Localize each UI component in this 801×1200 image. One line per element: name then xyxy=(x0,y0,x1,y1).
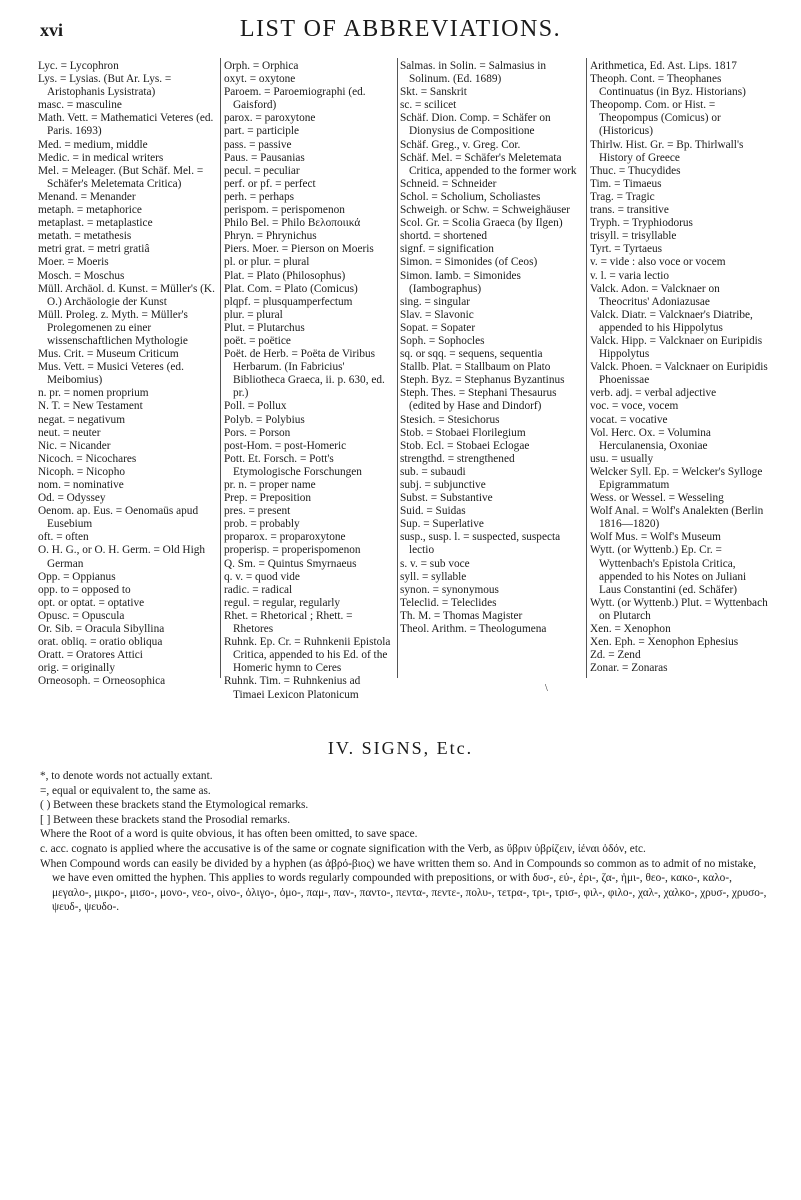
abbreviation-entry: sc. = scilicet xyxy=(400,99,457,112)
abbreviation-entry: Valck. Hipp. = Valcknaer on Euripidis Hippolytus xyxy=(590,334,763,361)
abbreviation-entry: Od. = Odyssey xyxy=(38,492,106,505)
abbreviation-entry: N. T. = New Testament xyxy=(38,400,143,413)
abbreviation-entry: Nic. = Nicander xyxy=(38,439,111,452)
abbreviation-entry: Schweigh. or Schw. = Schweighäuser xyxy=(400,204,571,217)
abbreviation-entry: pr. n. = proper name xyxy=(224,479,316,491)
abbreviation-entry: poët. = poëtice xyxy=(224,334,291,347)
abbreviation-entry: prob. = probably xyxy=(224,518,300,531)
abbreviation-entry: Moer. = Moeris xyxy=(38,256,109,269)
page-title: LIST OF ABBREVIATIONS. xyxy=(239,16,562,42)
abbreviation-entry: Schäf. Mel. = Schäfer's Meletemata Critica, appended to the former work xyxy=(400,151,577,177)
abbreviation-columns xyxy=(38,60,770,701)
abbreviation-entry: plqpf. = plusquamperfectum xyxy=(224,295,353,308)
abbreviation-entry: Stallb. Plat. = Stallbaum on Plato xyxy=(400,361,551,374)
abbreviation-entry: trans. = transitive xyxy=(590,204,669,217)
abbreviation-entry: metaph. = metaphorice xyxy=(38,204,142,217)
section-title: IV. SIGNS, Etc. xyxy=(327,738,474,758)
abbreviation-entry: oxyt. = oxytone xyxy=(224,73,296,86)
abbreviation-entry: properisp. = properispomenon xyxy=(224,544,361,557)
abbreviation-entry: parox. = paroxytone xyxy=(224,112,316,125)
abbreviation-entry: sing. = singular xyxy=(400,295,471,308)
abbrev-column-3 xyxy=(400,60,582,636)
abbreviation-entry: Teleclid. = Teleclides xyxy=(400,596,497,609)
abbreviation-entry: sub. = subaudi xyxy=(400,465,466,478)
abbreviation-entry: Opp. = Oppianus xyxy=(38,570,116,583)
abbreviation-entry: perispom. = perispomenon xyxy=(224,204,345,217)
abbreviation-entry: Plut. = Plutarchus xyxy=(224,321,305,334)
abbreviation-entry: Theopomp. Com. or Hist. = Theopompus (Comicus) or (Historicus) xyxy=(590,99,721,138)
abbreviation-entry: verb. adj. = verbal adjective xyxy=(590,387,717,400)
stray-mark: \ xyxy=(545,683,548,694)
abbreviation-entry: Pors. = Porson xyxy=(224,426,291,439)
abbrev-column-1 xyxy=(38,60,216,689)
abbreviation-entry: Wytt. (or Wyttenb.) Plut. = Wyttenbach on Plutarch xyxy=(590,596,768,622)
abbreviation-entry: pl. or plur. = plural xyxy=(224,256,310,269)
abbreviation-entry: negat. = negativum xyxy=(38,413,125,426)
column-divider xyxy=(220,58,221,678)
abbreviation-entry: Nicoph. = Nicopho xyxy=(38,465,126,478)
abbreviation-entry: syll. = syllable xyxy=(400,570,467,583)
abbreviation-entry: Schol. = Scholium, Scholiastes xyxy=(400,190,541,203)
abbreviation-entry: Mus. Crit. = Museum Criticum xyxy=(38,348,179,361)
abbreviation-entry: Menand. = Menander xyxy=(38,190,136,203)
abbreviation-entry: Zd. = Zend xyxy=(590,649,641,662)
abbreviation-entry: radic. = radical xyxy=(224,583,293,596)
abbreviation-entry: pecul. = peculiar xyxy=(224,164,300,177)
abbreviation-entry: Trag. = Tragic xyxy=(590,190,655,203)
abbreviation-entry: Sopat. = Sopater xyxy=(400,321,476,334)
abbreviation-entry: Valck. Diatr. = Valcknaer's Diatribe, appended to his Hippolytus xyxy=(590,308,753,334)
abbreviation-entry: susp., susp. l. = suspected, suspecta lectio xyxy=(400,531,561,557)
abbreviation-entry: signf. = signification xyxy=(400,243,494,256)
abbreviation-entry: regul. = regular, regularly xyxy=(224,596,341,609)
abbreviation-entry: Müll. Proleg. z. Myth. = Müller's Prolegomenen zu einer wissenschaftlichen Mythologie xyxy=(38,308,188,347)
abbreviation-entry: post-Hom. = post-Homeric xyxy=(224,439,347,452)
abbreviation-entry: Stesich. = Stesichorus xyxy=(400,413,500,426)
abbreviation-entry: synon. = synonymous xyxy=(400,583,499,596)
abbreviation-entry: Theoph. Cont. = Theophanes Continuatus (in Byz. Historians) xyxy=(590,73,746,99)
sign-line: Where the Root of a word is quite obvious, it has often been omitted, to save space. xyxy=(40,828,418,841)
abbreviation-entry: plur. = plural xyxy=(224,308,283,321)
abbreviation-entry: Or. Sib. = Oracula Sibyllina xyxy=(38,623,165,636)
abbreviation-entry: Med. = medium, middle xyxy=(38,138,148,151)
abbreviation-entry: Opusc. = Opuscula xyxy=(38,609,125,622)
abbreviation-entry: Prep. = Preposition xyxy=(224,492,312,505)
abbreviation-entry: metath. = metathesis xyxy=(38,230,132,243)
abbreviation-entry: Polyb. = Polybius xyxy=(224,413,305,426)
abbreviation-entry: Thirlw. Hist. Gr. = Bp. Thirlwall's History of Greece xyxy=(590,138,744,164)
abbrev-column-2 xyxy=(224,60,394,702)
abbreviation-entry: Lyc. = Lycophron xyxy=(38,60,119,72)
abbreviation-entry: Ruhnk. Ep. Cr. = Ruhnkenii Epistola Critica, appended to his Ed. of the Homeric hymn to Ceres xyxy=(224,636,391,675)
abbreviation-entry: Steph. Byz. = Stephanus Byzantinus xyxy=(400,374,565,387)
abbreviation-entry: orat. obliq. = oratio obliqua xyxy=(38,636,163,649)
page-number: xvi xyxy=(40,20,64,40)
abbreviation-entry: Oenom. ap. Eus. = Oenomaüs apud Eusebium xyxy=(38,505,199,531)
abbreviation-entry: voc. = voce, vocem xyxy=(590,400,679,413)
abbreviation-entry: perh. = perhaps xyxy=(224,190,295,203)
abbreviation-entry: masc. = masculine xyxy=(38,99,122,112)
abbreviation-entry: Oratt. = Oratores Attici xyxy=(38,649,143,662)
abbreviation-entry: n. pr. = nomen proprium xyxy=(38,387,149,400)
abbreviation-entry: Plat. = Plato (Philosophus) xyxy=(224,269,346,282)
abbreviation-entry: pres. = present xyxy=(224,505,291,518)
abbreviation-entry: sq. or sqq. = sequens, sequentia xyxy=(400,348,543,361)
abbreviation-entry: Theol. Arithm. = Theologumena xyxy=(400,623,547,636)
abbreviation-entry: Schneid. = Schneider xyxy=(400,177,497,190)
abbreviation-entry: Slav. = Slavonic xyxy=(400,308,474,321)
abbreviation-entry: Zonar. = Zonaras xyxy=(590,662,668,675)
abbreviation-entry: Mus. Vett. = Musici Veteres (ed. Meibomius) xyxy=(38,361,184,387)
sign-line: c. acc. cognato is applied where the accusative is of the same or cognate signification with the Verb, as ὕβριν ὑβρίζειν, ἰέναι ὁδόν, etc. xyxy=(40,842,646,855)
abbreviation-entry: Poll. = Pollux xyxy=(224,400,287,413)
abbreviation-entry: Ruhnk. Tim. = Ruhnkenius ad Timaei Lexicon Platonicum xyxy=(224,675,361,701)
abbreviation-entry: O. H. G., or O. H. Germ. = Old High German xyxy=(38,544,206,570)
abbreviation-entry: strengthd. = strengthened xyxy=(400,452,515,465)
abbreviation-entry: v. = vide : also voce or vocem xyxy=(590,256,726,269)
abbreviation-entry: Tyrt. = Tyrtaeus xyxy=(590,243,663,256)
abbreviation-entry: Simon. = Simonides (of Ceos) xyxy=(400,256,538,269)
sign-line: *, to denote words not actually extant. xyxy=(40,770,213,782)
abbreviation-entry: Math. Vett. = Mathematici Veteres (ed. Paris. 1693) xyxy=(38,112,214,138)
abbreviation-entry: Salmas. in Solin. = Salmasius in Solinum. (Ed. 1689) xyxy=(400,60,547,86)
abbreviation-entry: Piers. Moer. = Pierson on Moeris xyxy=(224,243,374,256)
abbreviation-entry: Q. Sm. = Quintus Smyrnaeus xyxy=(224,557,357,570)
abbreviation-entry: trisyll. = trisyllable xyxy=(590,230,677,243)
abbreviation-entry: Arithmetica, Ed. Ast. Lips. 1817 xyxy=(590,60,737,72)
abbreviation-entry: Medic. = in medical writers xyxy=(38,151,164,164)
abbreviation-entry: vocat. = vocative xyxy=(590,413,668,426)
abbreviation-entry: Rhet. = Rhetorical ; Rhett. = Rhetores xyxy=(224,609,353,636)
abbreviation-entry: shortd. = shortened xyxy=(400,230,488,243)
abbreviation-entry: Skt. = Sanskrit xyxy=(400,86,467,99)
abbreviation-entry: Müll. Archäol. d. Kunst. = Müller's (K. O.) Archäologie der Kunst xyxy=(38,282,215,308)
abbreviation-entry: Stob. Ecl. = Stobaei Eclogae xyxy=(400,439,530,452)
abbreviation-entry: Wytt. (or Wyttenb.) Ep. Cr. = Wyttenbach's Epistola Critica, appended to his Notes on Juliani Laus Constantini (ed. Schäfer) xyxy=(590,544,747,596)
abbreviation-entry: proparox. = proparoxytone xyxy=(224,531,346,544)
abbreviation-entry: Poët. de Herb. = Poëta de Viribus Herbarum. (In Fabricius' Bibliotheca Graeca, ii. p. 630, ed. pr.) xyxy=(224,348,385,400)
abbreviation-entry: Wolf Mus. = Wolf's Museum xyxy=(590,531,721,544)
sign-line: ( ) Between these brackets stand the Etymological remarks. xyxy=(40,799,309,812)
abbreviation-entry: s. v. = sub voce xyxy=(400,557,470,570)
abbreviation-entry: Th. M. = Thomas Magister xyxy=(400,609,523,622)
abbreviation-entry: pass. = passive xyxy=(224,138,292,151)
abbreviation-entry: Orph. = Orphica xyxy=(224,60,299,72)
abbreviation-entry: Vol. Herc. Ox. = Volumina Herculanensia, Oxoniae xyxy=(590,426,711,452)
column-divider xyxy=(397,58,398,678)
abbreviation-entry: Valck. Phoen. = Valcknaer on Euripidis Phoenissae xyxy=(590,361,768,387)
abbrev-column-4 xyxy=(590,60,770,675)
abbreviation-entry: Steph. Thes. = Stephani Thesaurus (edited by Hase and Dindorf) xyxy=(400,387,557,413)
sign-line: When Compound words can easily be divided by a hyphen (as ἁβρό-βιος) we have written them so. And in Compounds so common as to admit of no mistake, we have even omitted the hyphen. This applies to words regularly compounded with prepositions, or with δυσ-, εὐ-, ἐρι-, ζα-, ἡμι-, θεο-, κακο-, καλο-, μεγαλο-, μικρο-, μισο-, μονο-, νεο-, οἰνο-, ὀλιγο-, ὀμο-, παμ-, παν-, παντο-, πεντα-, πεντε-, πολυ-, τετρα-, τρι-, τρισ-, φιλ-, φιλο-, χαλ-, χαλκο-, χρυσ-, χρυσο-, ψευδ-, ψευδο-. xyxy=(40,857,767,914)
abbreviation-entry: Paus. = Pausanias xyxy=(224,151,305,164)
abbreviation-entry: Plat. Com. = Plato (Comicus) xyxy=(224,282,358,295)
abbreviation-entry: Orneosoph. = Orneosophica xyxy=(38,675,166,688)
abbreviation-entry: Paroem. = Paroemiographi (ed. Gaisford) xyxy=(224,86,366,112)
page-header xyxy=(40,8,761,48)
abbreviation-entry: opp. to = opposed to xyxy=(38,583,131,596)
abbreviation-entry: Welcker Syll. Ep. = Welcker's Sylloge Epigrammatum xyxy=(590,465,763,491)
abbreviation-entry: Wess. or Wessel. = Wesseling xyxy=(590,492,724,505)
abbreviation-entry: Stob. = Stobaei Florilegium xyxy=(400,426,526,439)
abbreviation-entry: Phryn. = Phrynichus xyxy=(224,230,317,243)
abbreviation-entry: oft. = often xyxy=(38,531,89,544)
abbreviation-entry: Thuc. = Thucydides xyxy=(590,164,681,177)
abbreviation-entry: Sup. = Superlative xyxy=(400,518,484,531)
abbreviation-entry: Lys. = Lysias. (But Ar. Lys. = Aristophanis Lysistrata) xyxy=(38,73,172,99)
abbreviation-entry: Valck. Adon. = Valcknaer on Theocritus' Adoniazusae xyxy=(590,282,720,308)
signs-section xyxy=(40,769,770,915)
abbreviation-entry: neut. = neuter xyxy=(38,426,101,439)
abbreviation-entry: Mosch. = Moschus xyxy=(38,269,125,282)
abbreviation-entry: Soph. = Sophocles xyxy=(400,334,485,347)
abbreviation-entry: Schäf. Dion. Comp. = Schäfer on Dionysius de Compositione xyxy=(400,112,551,138)
abbreviation-entry: metri grat. = metri gratiâ xyxy=(38,243,150,256)
abbreviation-entry: metaplast. = metaplastice xyxy=(38,217,153,230)
abbreviation-entry: Pott. Et. Forsch. = Pott's Etymologische Forschungen xyxy=(224,452,362,478)
abbreviation-entry: Simon. Iamb. = Simonides (Iambographus) xyxy=(400,269,521,295)
abbreviation-entry: opt. or optat. = optative xyxy=(38,596,145,609)
sign-line: [ ] Between these brackets stand the Prosodial remarks. xyxy=(40,813,291,826)
abbreviation-entry: Schäf. Greg., v. Greg. Cor. xyxy=(400,138,521,151)
abbreviation-entry: Suid. = Suidas xyxy=(400,505,466,518)
abbreviation-entry: Philo Bel. = Philo Βελοποιικά xyxy=(224,217,361,230)
abbreviation-entry: Wolf Anal. = Wolf's Analekten (Berlin 1816—1820) xyxy=(590,505,764,531)
abbreviation-entry: Nicoch. = Nicochares xyxy=(38,452,137,465)
abbreviation-entry: nom. = nominative xyxy=(38,479,124,491)
abbreviation-entry: Mel. = Meleager. (But Schäf. Mel. = Schäfer's Meletemata Critica) xyxy=(38,164,204,190)
abbreviation-entry: perf. or pf. = perfect xyxy=(224,177,316,190)
sign-line: =, equal or equivalent to, the same as. xyxy=(40,784,211,797)
abbreviation-entry: Xen. Eph. = Xenophon Ephesius xyxy=(590,636,739,649)
abbreviation-entry: Subst. = Substantive xyxy=(400,492,493,505)
abbreviation-entry: Tryph. = Tryphiodorus xyxy=(590,217,693,230)
abbreviation-entry: orig. = originally xyxy=(38,662,115,675)
abbreviation-entry: part. = participle xyxy=(224,125,300,138)
abbreviation-entry: v. l. = varia lectio xyxy=(590,269,670,282)
abbreviation-entry: q. v. = quod vide xyxy=(224,570,300,583)
abbreviation-entry: Scol. Gr. = Scolia Graeca (by Ilgen) xyxy=(400,217,563,230)
abbreviation-entry: Xen. = Xenophon xyxy=(590,623,671,636)
abbreviation-entry: Tim. = Timaeus xyxy=(590,177,662,190)
column-divider xyxy=(586,58,587,678)
abbreviation-entry: usu. = usually xyxy=(590,452,654,465)
abbreviation-entry: subj. = subjunctive xyxy=(400,479,486,491)
